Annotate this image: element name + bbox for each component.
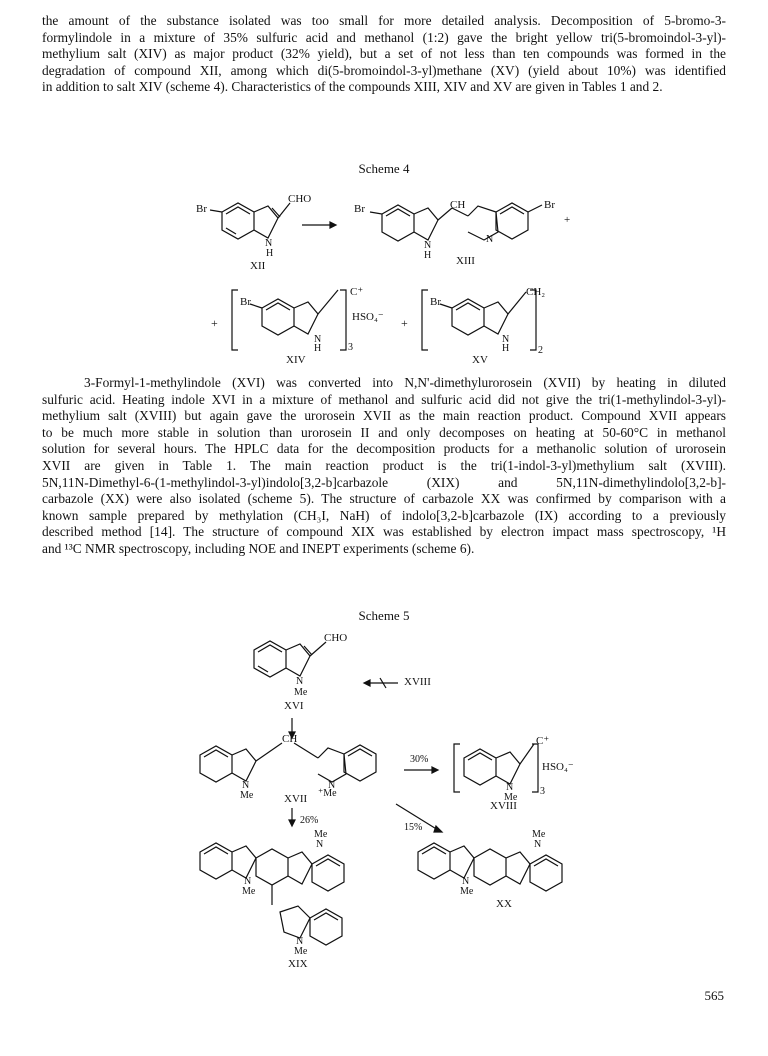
label-h: H — [314, 343, 322, 354]
text-line: methylium salt (XVIII) but again gave the urorosein XVII as the main reaction product. Compound XVII appears — [42, 408, 726, 424]
label-me: Me — [242, 886, 256, 897]
label-n: N — [296, 936, 304, 947]
label-h: H — [266, 248, 274, 259]
label-cho: CHO — [324, 632, 348, 644]
label-subscript: 3 — [540, 786, 545, 797]
label-n: N — [424, 240, 432, 251]
text-line: 5N,11N-Dimethyl-6-(1-methylindol-3-yl)indolo[3,2-b]carbazole (XIX) and 5N,11N-dimethylindolo[3,2-b]- — [42, 474, 726, 490]
compound-xvii-structure — [200, 743, 376, 782]
text-line: 3-Formyl-1-methylindole (XVI) was converted into N,N'-dimethylurorosein (XVII) by heating in diluted — [84, 375, 726, 390]
label-n: N — [328, 780, 336, 791]
label-h: H — [424, 250, 432, 261]
label-me: Me — [294, 946, 308, 957]
label-xviii-arrow: XVIII — [404, 676, 431, 688]
scheme-5-caption: Scheme 5 — [358, 608, 410, 623]
text-line: carbazole (XX) were also isolated (scheme 5). The structure of carbazole XX was confirmed by comparison with a — [42, 491, 726, 507]
compound-label-xii: XII — [250, 260, 266, 272]
page-number: 565 — [704, 988, 724, 1003]
label-yield-26: 26% — [300, 815, 319, 826]
label-br: Br — [544, 199, 555, 211]
label-ch2: CH₂ — [526, 286, 546, 298]
label-h: H — [502, 343, 510, 354]
compound-label-xvii: XVII — [284, 793, 308, 805]
text-line: in addition to salt XIV (scheme 4). Characteristics of the compounds XIII, XIV and XV are given in Tables 1 and 2. — [42, 79, 663, 95]
label-ch: CH — [450, 199, 466, 211]
label-br: Br — [354, 203, 365, 215]
label-yield-30: 30% — [410, 754, 429, 765]
label-me: Me — [532, 829, 546, 840]
scheme-4-caption: Scheme 4 — [358, 161, 410, 176]
label-cho: CHO — [288, 193, 312, 205]
label-n: N — [296, 676, 304, 687]
text-line: the amount of the substance isolated was too small for more detailed analysis. Decomposition of 5-bromo-3- — [42, 13, 726, 28]
label-me: Me — [294, 687, 308, 698]
compound-label-xviii: XVIII — [490, 800, 517, 812]
text-line: degradation of compound XII, among which di(5-bromoindol-3-yl)methane (XV) (yield about 10%) was identified — [42, 62, 726, 78]
label-c-plus: C⁺ — [536, 735, 550, 747]
label-yield-15: 15% — [404, 822, 423, 833]
compound-label-xiii: XIII — [456, 255, 475, 267]
label-n: N — [314, 334, 322, 345]
label-me-plus: ⁺Me — [318, 788, 337, 799]
compound-xviii-structure — [454, 744, 538, 792]
label-ch: CH — [282, 733, 298, 745]
compound-xvi-structure — [254, 641, 326, 677]
label-n: N — [534, 839, 542, 850]
label-hso4: HSO₄⁻ — [352, 311, 384, 323]
label-plus: + — [211, 316, 218, 330]
label-br: Br — [196, 203, 207, 215]
label-plus: + — [564, 214, 571, 226]
label-n: N — [486, 234, 494, 245]
label-n: N — [506, 782, 514, 793]
label-me: Me — [314, 829, 328, 840]
label-n: N — [244, 876, 252, 887]
text-line: XVII are given in Table 1. The main reaction product is the tri(1-indol-3-yl)methylium salt (XVIII). — [42, 457, 726, 473]
arrowhead — [434, 826, 442, 832]
label-c-plus: C⁺ — [350, 286, 364, 298]
compound-label-xx: XX — [496, 898, 512, 910]
arrowhead — [330, 222, 336, 228]
compound-label-xv: XV — [472, 354, 488, 366]
label-br: Br — [240, 296, 251, 308]
compound-xii-structure — [210, 203, 290, 239]
text-line: and ¹³C NMR spectroscopy, including NOE and INEPT experiments (scheme 6). — [42, 540, 475, 556]
label-subscript: 2 — [538, 345, 543, 356]
text-line: known sample prepared by methylation (CH₃I, NaH) of indolo[3,2-b]carbazole (IX) according to a previously — [42, 507, 726, 523]
arrowhead — [364, 680, 370, 686]
label-subscript: 3 — [348, 342, 353, 353]
arrowhead — [289, 820, 295, 826]
label-n: N — [462, 876, 470, 887]
text-line: solution for several hours. The HPLC data for the decomposition products for a methanolic solution of urorosein — [42, 441, 726, 457]
text-line: to be much more stable in solution than urorosein II and only decomposes on heating at 50-60°C in methanol — [42, 424, 726, 440]
text-line: methylium salt (XIV) as major product (32% yield), but a set of not less than ten compounds was formed in the — [42, 46, 726, 62]
label-n: N — [502, 334, 510, 345]
label-me: Me — [460, 886, 474, 897]
label-n: N — [265, 238, 273, 249]
label-br: Br — [430, 296, 441, 308]
compound-xx-structure — [418, 843, 562, 891]
compound-label-xvi: XVI — [284, 700, 304, 712]
paragraph-2 — [42, 375, 726, 558]
label-n: N — [316, 839, 324, 850]
label-me: Me — [504, 792, 518, 803]
compound-xix-structure — [200, 843, 344, 945]
text-line: formylindole in a mixture of 35% sulfuric acid and methanol (1:2) gave the bright yellow tri(5-bromoindol-3-yl)- — [42, 29, 726, 45]
label-hso4: HSO₄⁻ — [542, 761, 574, 773]
label-n: N — [242, 780, 250, 791]
arrowhead — [432, 767, 438, 773]
compound-label-xix: XIX — [288, 958, 308, 970]
label-me: Me — [240, 790, 254, 801]
compound-label-xiv: XIV — [286, 354, 306, 366]
text-line: described method [14]. The structure of compound XIX was established by electron impact mass spectroscopy, ¹H — [42, 524, 726, 540]
label-plus: + — [401, 316, 408, 330]
text-line: sulfuric acid. Heating indole XVI in a mixture of methanol and sulfuric acid did not give the tri(1-methylindol-3-yl)- — [42, 391, 726, 407]
